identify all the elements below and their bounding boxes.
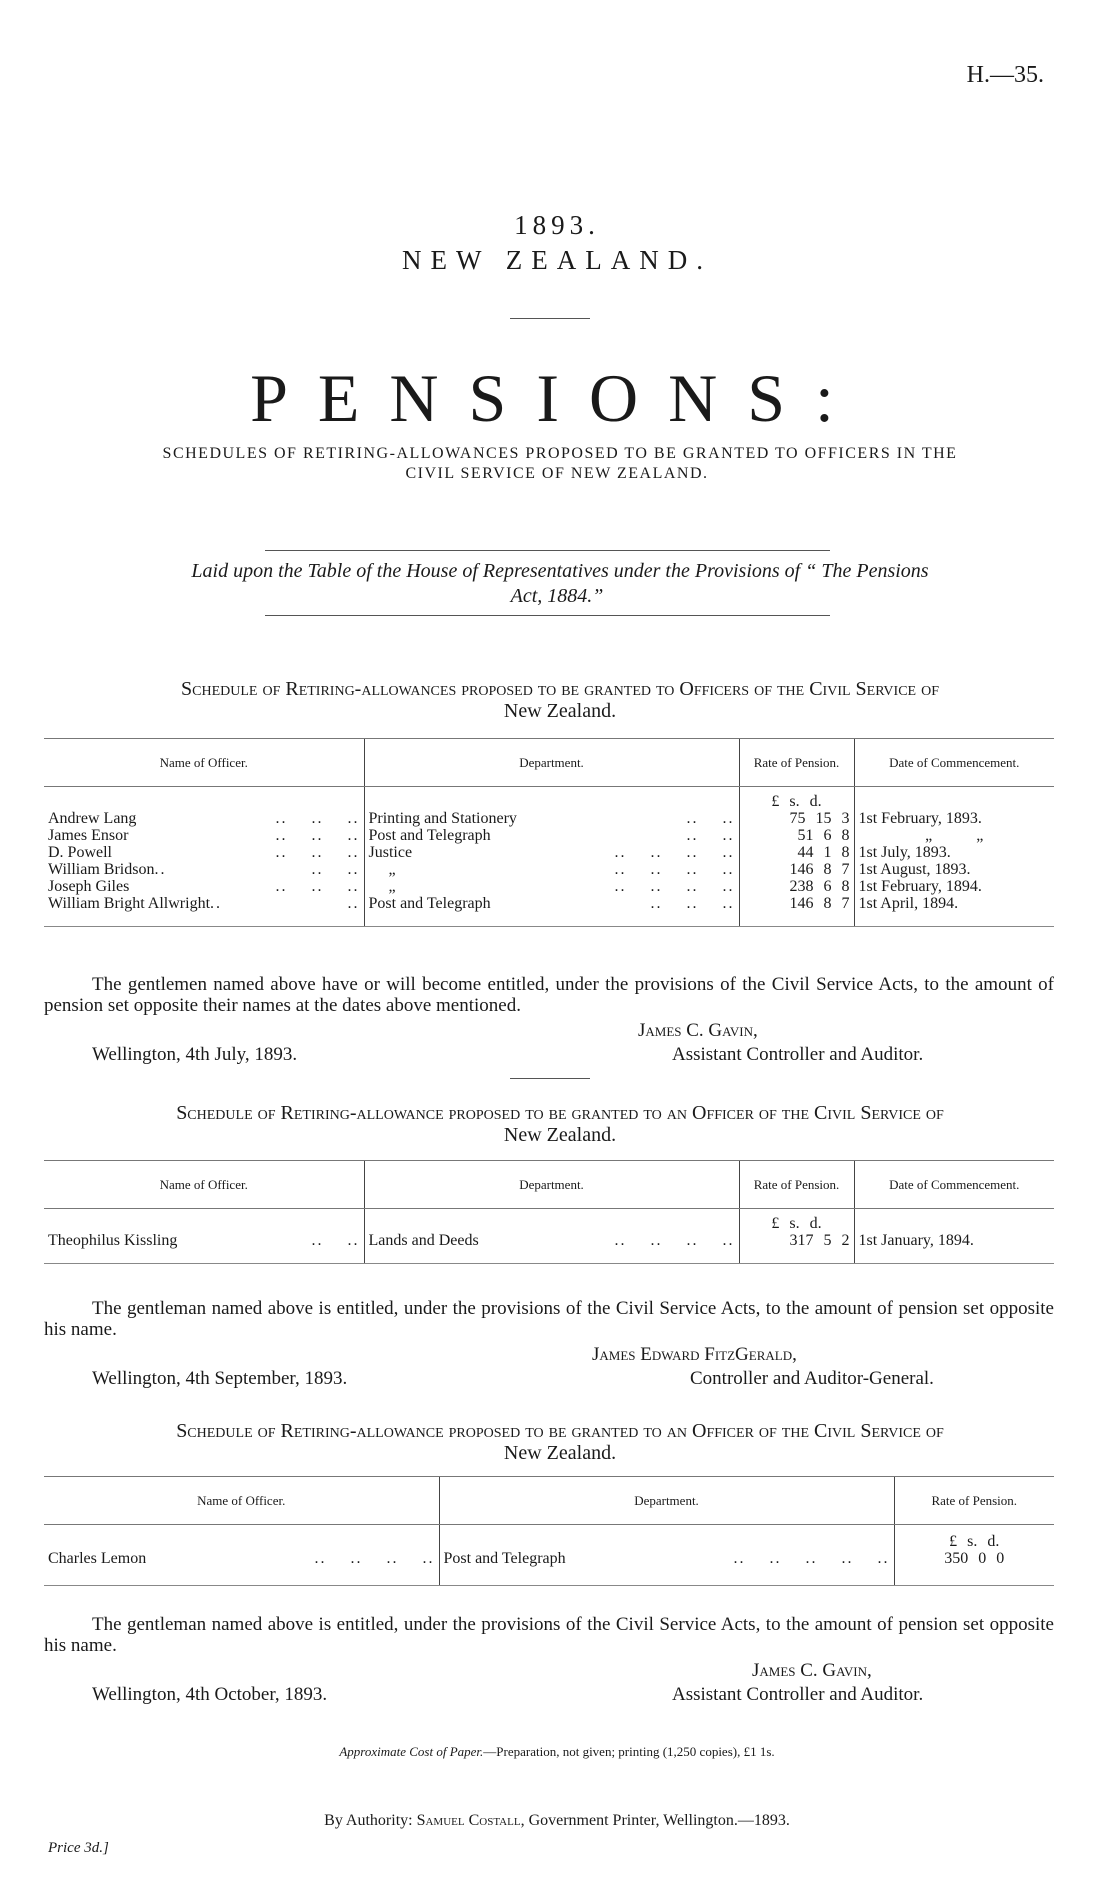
pension-rate: 75 15 3: [739, 810, 854, 827]
department: Printing and Stationery: [368, 810, 517, 827]
currency-header: £ s. d.: [739, 1209, 854, 1233]
main-title: PENSIONS:: [250, 360, 864, 436]
schedule-2-position: Controller and Auditor-General.: [690, 1368, 934, 1389]
section-divider: [510, 1078, 590, 1079]
col-department-header: Department.: [439, 1477, 894, 1525]
col-name-header: Name of Officer.: [44, 739, 364, 787]
schedule-2-body: The gentleman named above is entitled, under the provisions of the Civil Service Acts, to the amount of pension set opposite his name.: [44, 1298, 1054, 1340]
pension-rate: 238 6 8: [739, 878, 854, 895]
col-department-header: Department.: [364, 1161, 739, 1209]
schedule-3-heading: [30, 1420, 1090, 1464]
officer-name: James Ensor: [48, 827, 129, 844]
schedule-1-heading-line-1: Schedule of Retiring-allowances proposed to be granted to Officers of the Civil Service of: [181, 678, 939, 700]
document-reference: H.—35.: [966, 62, 1044, 88]
pension-rate: 317 5 2: [739, 1232, 854, 1263]
authority-line: [0, 1812, 1114, 1830]
laid-upon-line-1: Laid upon the Table of the House of Representatives under the Provisions of “ The Pensions: [191, 560, 929, 582]
pension-rate: 44 1 8: [739, 844, 854, 861]
col-rate-header: Rate of Pension.: [739, 739, 854, 787]
col-name-header: Name of Officer.: [44, 1161, 364, 1209]
authority-rest: , Government Printer, Wellington.—1893.: [520, 1812, 790, 1829]
schedule-1-table: [44, 738, 1054, 927]
schedule-3-table: [44, 1476, 1054, 1586]
table-row: Theophilus Kissling .. .. Lands and Deeds .. .. .. .. 317 5 2 1st January, 1894.: [44, 1232, 1054, 1263]
cost-text: —Preparation, not given; printing (1,250 copies), £1 1s.: [483, 1744, 775, 1759]
laid-upon-line-2: Act, 1884.”: [510, 585, 604, 607]
table-row: Charles Lemon .. .. .. .. Post and Telegraph .. .. .. .. .. 350 0 0: [44, 1550, 1054, 1585]
schedule-3-heading-line-1: Schedule of Retiring-allowance proposed to be granted to an Officer of the Civil Service of: [176, 1420, 944, 1442]
col-name-header: Name of Officer.: [44, 1477, 439, 1525]
officer-name: D. Powell: [48, 844, 112, 861]
department: Lands and Deeds: [368, 1232, 479, 1249]
schedule-1-signatory: James C. Gavin,: [638, 1020, 758, 1041]
department: Justice: [368, 844, 413, 861]
schedule-2-table: [44, 1160, 1054, 1264]
pension-rate: 146 8 7: [739, 895, 854, 926]
schedule-1-body: The gentlemen named above have or will become entitled, under the provisions of the Civil Service Acts, to the amount of pension set opposite their names at the dates above mentioned.: [44, 974, 1054, 1016]
commencement-date: 1st February, 1894.: [854, 878, 1054, 895]
col-date-header: Date of Commencement.: [854, 739, 1054, 787]
commencement-date: „ „: [854, 827, 1054, 844]
table-row: D. Powell .. .. .. Justice .. .. .. .. 44 1 8 1st July, 1893.: [44, 844, 1054, 861]
department: Post and Telegraph: [368, 895, 491, 912]
schedule-2-heading-line-1: Schedule of Retiring-allowance proposed to be granted to an Officer of the Civil Service of: [176, 1102, 944, 1124]
schedule-2-signatory: James Edward FitzGerald,: [592, 1344, 797, 1365]
cost-label: Approximate Cost of Paper.: [339, 1744, 484, 1759]
col-rate-header: Rate of Pension.: [739, 1161, 854, 1209]
schedule-1-heading: [30, 678, 1090, 722]
pension-rate: 350 0 0: [894, 1550, 1054, 1585]
officer-name: Charles Lemon: [48, 1550, 147, 1567]
subtitle-line-2: CIVIL SERVICE OF NEW ZEALAND.: [405, 465, 709, 482]
country: NEW ZEALAND.: [402, 245, 712, 275]
year: 1893.: [514, 210, 600, 240]
table-row: William Bright Allwright.. .. Post and Telegraph .. .. .. 146 8 7 1st April, 1894.: [44, 895, 1054, 926]
cost-of-paper: [0, 1744, 1114, 1760]
department: Post and Telegraph: [443, 1550, 566, 1567]
department: „: [388, 861, 396, 878]
pension-rate: 146 8 7: [739, 861, 854, 878]
schedule-1-heading-line-2: New Zealand.: [503, 700, 617, 722]
table-row: Andrew Lang .. .. .. Printing and Stationery .. .. 75 15 3 1st February, 1893.: [44, 810, 1054, 827]
schedule-1-position: Assistant Controller and Auditor.: [672, 1044, 924, 1065]
table-row: James Ensor .. .. .. Post and Telegraph .. .. 51 6 8 „ „: [44, 827, 1054, 844]
department: Post and Telegraph: [368, 827, 491, 844]
table-row: William Bridson.. .. .. „ .. .. .. .. 146 8 7 1st August, 1893.: [44, 861, 1054, 878]
subtitle-line-1: SCHEDULES OF RETIRING-ALLOWANCES PROPOSED TO BE GRANTED TO OFFICERS IN THE: [162, 445, 958, 462]
officer-name: Theophilus Kissling: [48, 1232, 178, 1249]
commencement-date: 1st January, 1894.: [854, 1232, 1054, 1263]
schedule-3-signatory: James C. Gavin,: [752, 1660, 872, 1681]
currency-header: £ s. d.: [894, 1525, 1054, 1551]
schedule-1-place-date: Wellington, 4th July, 1893.: [92, 1044, 298, 1065]
schedule-2-place-date: Wellington, 4th September, 1893.: [92, 1368, 348, 1389]
schedule-3-body: The gentleman named above is entitled, under the provisions of the Civil Service Acts, to the amount of pension set opposite his name.: [44, 1614, 1054, 1656]
officer-name: William Bright Allwright: [48, 895, 211, 912]
schedule-3-position: Assistant Controller and Auditor.: [672, 1684, 924, 1705]
commencement-date: 1st April, 1894.: [854, 895, 1054, 926]
department: „: [388, 878, 396, 895]
officer-name: Joseph Giles: [48, 878, 130, 895]
officer-name: William Bridson: [48, 861, 155, 878]
price: Price 3d.]: [48, 1840, 109, 1856]
title-divider: [510, 318, 590, 319]
commencement-date: 1st February, 1893.: [854, 810, 1054, 827]
officer-name: Andrew Lang: [48, 810, 137, 827]
authority-label: By Authority:: [324, 1812, 413, 1829]
col-date-header: Date of Commencement.: [854, 1161, 1054, 1209]
printer-name: Samuel Costall: [416, 1812, 521, 1829]
col-department-header: Department.: [364, 739, 739, 787]
schedule-2-heading-line-2: New Zealand.: [503, 1124, 617, 1146]
commencement-date: 1st August, 1893.: [854, 861, 1054, 878]
currency-header: £ s. d.: [739, 787, 854, 811]
col-rate-header: Rate of Pension.: [894, 1477, 1054, 1525]
pension-rate: 51 6 8: [739, 827, 854, 844]
schedule-2-heading: [30, 1102, 1090, 1146]
commencement-date: 1st July, 1893.: [854, 844, 1054, 861]
laid-divider-bottom: [265, 615, 830, 616]
schedule-3-heading-line-2: New Zealand.: [503, 1442, 617, 1464]
schedule-3-place-date: Wellington, 4th October, 1893.: [92, 1684, 328, 1705]
table-row: Joseph Giles .. .. .. „ .. .. .. .. 238 6 8 1st February, 1894.: [44, 878, 1054, 895]
laid-divider-top: [265, 550, 830, 551]
